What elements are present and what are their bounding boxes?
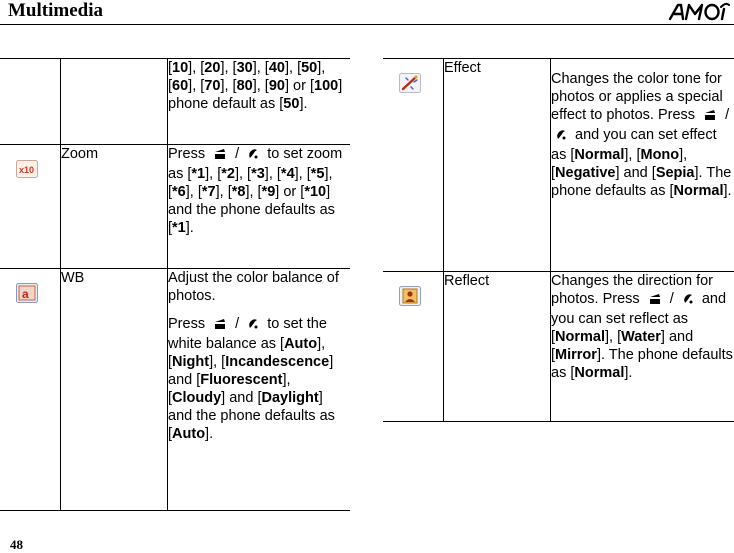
icon-cell: [383, 272, 444, 422]
setting-description: Press / to set zoom as [*1], [*2], [*3], [*4], [*5], [*6], [*7], [*8], [*9] or [*10] and the phone defaults as [*1].: [168, 145, 351, 269]
zoom-icon: [16, 159, 38, 179]
setting-name: Reflect: [444, 272, 551, 422]
key-right-icon: [247, 147, 259, 165]
table-row: [0, 145, 350, 269]
page-section-title: Multimedia: [8, 0, 103, 22]
amoi-logo: [668, 2, 730, 22]
icon-cell: [0, 269, 61, 511]
table-row: [0, 269, 350, 511]
setting-name: [61, 59, 168, 145]
reflect-icon: [399, 286, 421, 306]
key-right-icon: [682, 292, 694, 310]
setting-description: Adjust the color balance of photos. Press / to set the white balance as [Auto], [Night], [Incandescence] and [Fluorescent], [Cloudy] and [Daylight] and the phone defaults as [Auto].: [168, 269, 351, 511]
icon-cell: [0, 59, 61, 145]
setting-description: Changes the color tone for photos or applies a special effect to photos. Press / and you can set effect as [Normal], [Mono], [Negative] and [Sepia]. The phone defaults as [Normal].: [551, 59, 734, 272]
table-row: [383, 272, 734, 422]
key-right-icon: [555, 128, 567, 146]
key-left-icon: [703, 108, 717, 126]
key-right-icon: [247, 317, 259, 335]
setting-name: Effect: [444, 59, 551, 272]
effect-icon: [399, 73, 421, 93]
header-divider: [0, 24, 734, 25]
key-left-icon: [213, 147, 227, 165]
key-left-icon: [648, 292, 662, 310]
setting-description: [10], [20], [30], [40], [50], [60], [70], [80], [90] or [100] phone default as [50].: [168, 59, 351, 145]
setting-name: WB: [61, 269, 168, 511]
key-left-icon: [213, 317, 227, 335]
page-number: 48: [10, 537, 23, 553]
svg-text:a: a: [22, 287, 29, 301]
settings-table-left: [0, 58, 350, 511]
table-row: [383, 59, 734, 272]
white-balance-icon: [16, 283, 38, 303]
setting-name: Zoom: [61, 145, 168, 269]
settings-table-right: [383, 58, 734, 422]
setting-description: Changes the direction for photos. Press / and you can set reflect as [Normal], [Water] and [Mirror]. The phone defaults as [Normal].: [551, 272, 734, 422]
icon-cell: [0, 145, 61, 269]
table-row: [0, 59, 350, 145]
svg-text:x10: x10: [19, 165, 34, 175]
icon-cell: [383, 59, 444, 272]
